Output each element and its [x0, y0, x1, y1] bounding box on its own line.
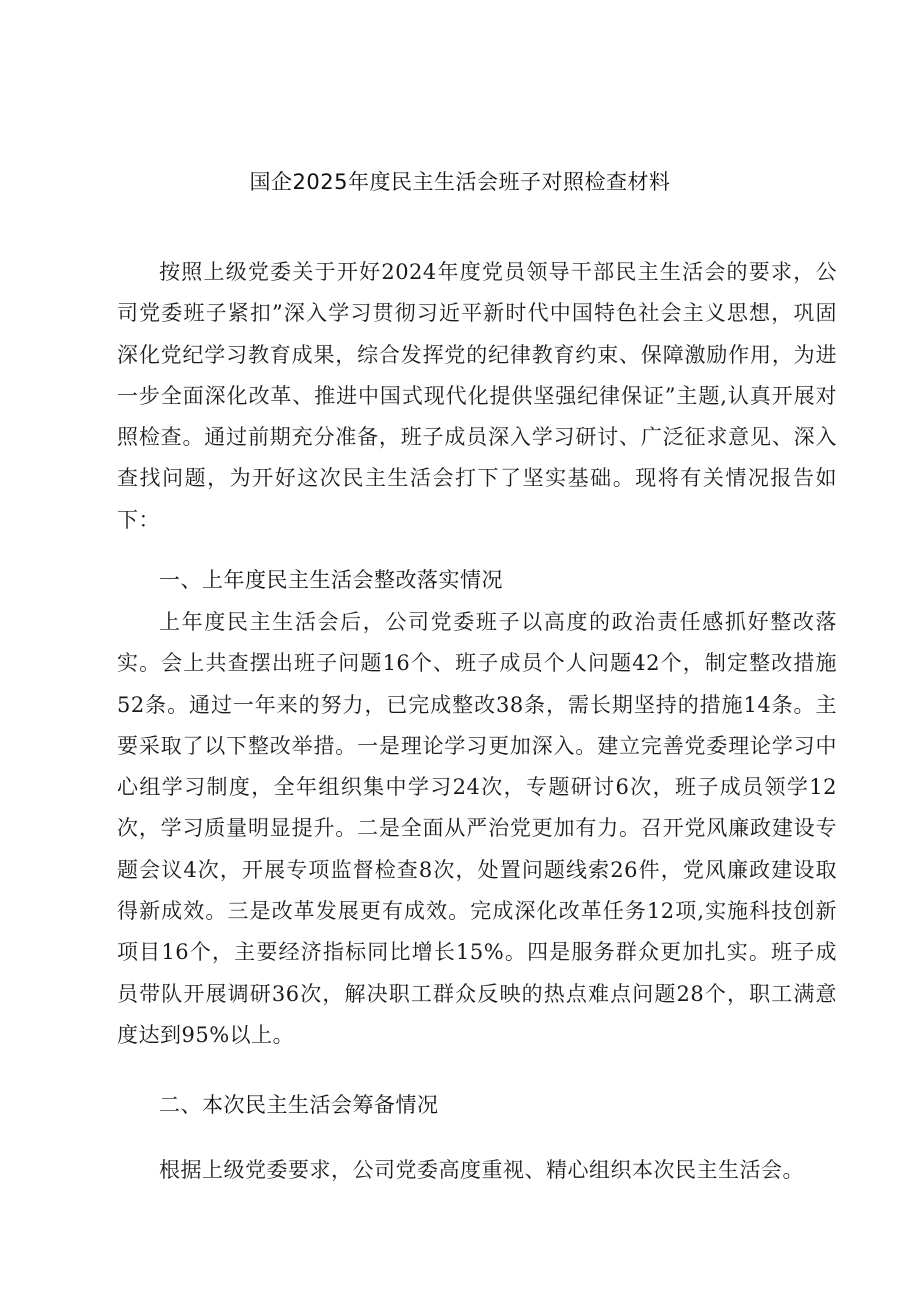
section-heading-2: 二、本次民主生活会筹备情况	[159, 1093, 439, 1117]
section-2-paragraph: 根据上级党委要求，公司党委高度重视、精心组织本次民主生活会。	[159, 1158, 804, 1182]
intro-paragraph: 按照上级党委关于开好2024年度党员领导干部民主生活会的要求，公司党委班子紧扣”深入学习贯彻习近平新时代中国特色社会主义思想，巩固深化党纪学习教育成果，综合发挥党的纪律教育约束、保障激励作用，为进一步全面深化改革、推进中国式现代化提供坚强纪律保证”主题,认真开展对照检查。通过前期充分准备，班子成员深入学习研讨、广泛征求意见、深入查找问题，为开好这次民主生活会打下了坚实基础。现将有关情况报告如下：	[117, 260, 837, 532]
section-1-paragraph: 上年度民主生活会后，公司党委班子以高度的政治责任感抓好整改落实。会上共查摆出班子问题16个、班子成员个人问题42个，制定整改措施52条。通过一年来的努力，已完成整改38条，需长期坚持的措施14条。主要采取了以下整改举措。一是理论学习更加深入。建立完善党委理论学习中心组学习制度，全年组织集中学习24次，专题研讨6次，班子成员领学12次，学习质量明显提升。二是全面从严治党更加有力。召开党风廉政建设专题会议4次，开展专项监督检查8次，处置问题线索26件，党风廉政建设取得新成效。三是改革发展更有成效。完成深化改革任务12项,实施科技创新项目16个，主要经济指标同比增长15%。四是服务群众更加扎实。班子成员带队开展调研36次，解决职工群众反映的热点难点问题28个，职工满意度达到95%以上。	[117, 610, 837, 1047]
section-heading-1: 一、上年度民主生活会整改落实情况	[159, 568, 503, 592]
document-title: 国企2025年度民主生活会班子对照检查材料	[249, 170, 671, 194]
